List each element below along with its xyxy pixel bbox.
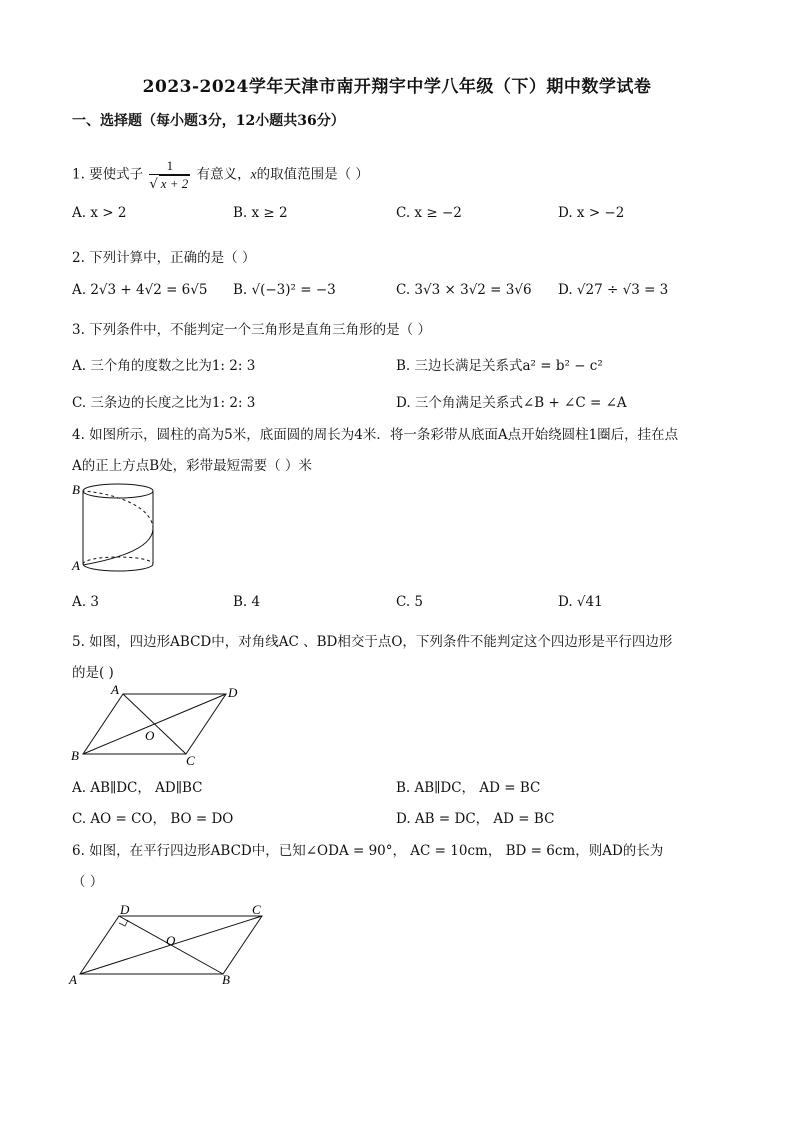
q5-diagonal-bd [83,694,226,754]
q3-option-b[interactable]: B. 三边长满足关系式a² = b² − c² [396,358,603,374]
q5-option-d[interactable]: D. AB = DC， AD = BC [396,811,555,827]
question-6-stem-line1: 6. 如图，在平行四边形ABCD中，已知∠ODA = 90°， AC = 10cm， BD = 6cm，则AD的长为 [72,843,664,859]
right-angle-mark [119,920,128,926]
parallelogram-figure-q5 [66,682,246,768]
ribbon-back-path [83,491,153,529]
q4-option-b[interactable]: B. 4 [233,594,261,610]
q5-option-c[interactable]: C. AO = CO， BO = DO [72,811,234,827]
cyl-label-a: A [72,558,80,573]
q5-label-c: C [186,753,195,768]
cyl-label-b: B [72,482,80,497]
question-4-stem-line2: A的正上方点B处，彩带最短需要（ ）米 [72,458,312,474]
q4-option-d[interactable]: D. √41 [558,594,603,610]
section-heading: 一、选择题（每小题3分，12小题共36分） [72,113,345,129]
q5-label-a: A [111,682,119,697]
q6-label-d: D [120,902,130,917]
q6-label-b: B [222,972,230,987]
q2-option-a[interactable]: A. 2√3 + 4√2 = 6√5 [72,282,208,298]
cylinder-top-ellipse [83,484,153,498]
q1-var: x [250,166,257,182]
cylinder-figure [66,474,166,580]
q2-option-c[interactable]: C. 3√3 × 3√2 = 3√6 [396,282,532,298]
q5-label-o: O [145,728,155,743]
q5-label-d: D [228,685,238,700]
q1-option-a[interactable]: A. x > 2 [72,205,127,221]
q1-post: 有意义， [196,166,251,183]
q1-fraction: $\frac{1}{√ x + 2}$ [149,158,189,192]
question-1-stem [72,158,369,192]
q5-label-b: B [71,748,79,763]
question-5-stem-line2: 的是( ) [72,665,114,681]
question-5-stem-line1: 5. 如图，四边形ABCD中，对角线AC 、BD相交于点O，下列条件不能判定这个四边形是平行四边形 [72,634,673,650]
cylinder-bottom-front [83,564,153,571]
question-2-stem: 2. 下列计算中，正确的是（ ） [72,250,256,266]
q4-option-a[interactable]: A. 3 [72,594,99,610]
q1-denominator: x + 2 [160,176,189,191]
q1-numerator: 1 [149,158,190,175]
parallelogram-figure-q6 [66,898,276,990]
page-title: 2023-2024学年天津市南开翔宇中学八年级（下）期中数学试卷 [142,77,652,97]
q1-option-b[interactable]: B. x ≥ 2 [233,205,288,221]
q3-option-a[interactable]: A. 三个角的度数之比为1: 2: 3 [72,358,256,374]
q1-tail: 的取值范围是（ ） [256,166,369,183]
question-4-stem-line1: 4. 如图所示，圆柱的高为5米，底面圆的周长为4米．将一条彩带从底面A点开始绕圆柱1圈后，挂在点 [72,427,679,443]
question-6-stem-line2: （ ） [72,874,104,890]
q2-option-d[interactable]: D. √27 ÷ √3 = 3 [558,282,669,298]
q2-option-b[interactable]: B. √(−3)² = −3 [233,282,336,298]
ribbon-front-path [83,529,153,565]
q5-option-a[interactable]: A. AB∥DC， AD∥BC [72,780,203,796]
q1-pre: 1. 要使式子 [72,166,144,183]
question-3-stem: 3. 下列条件中，不能判定一个三角形是直角三角形的是（ ） [72,322,431,338]
q3-option-c[interactable]: C. 三条边的长度之比为1: 2: 3 [72,395,256,411]
q6-label-c: C [252,902,261,917]
q6-label-o: O [166,933,176,948]
q6-label-a: A [69,972,77,987]
q4-option-c[interactable]: C. 5 [396,594,424,610]
q5-option-b[interactable]: B. AB∥DC， AD = BC [396,780,541,796]
q1-option-c[interactable]: C. x ≥ −2 [396,205,462,221]
q3-option-d[interactable]: D. 三个角满足关系式∠B + ∠C = ∠A [396,395,627,411]
q1-option-d[interactable]: D. x > −2 [558,205,625,221]
